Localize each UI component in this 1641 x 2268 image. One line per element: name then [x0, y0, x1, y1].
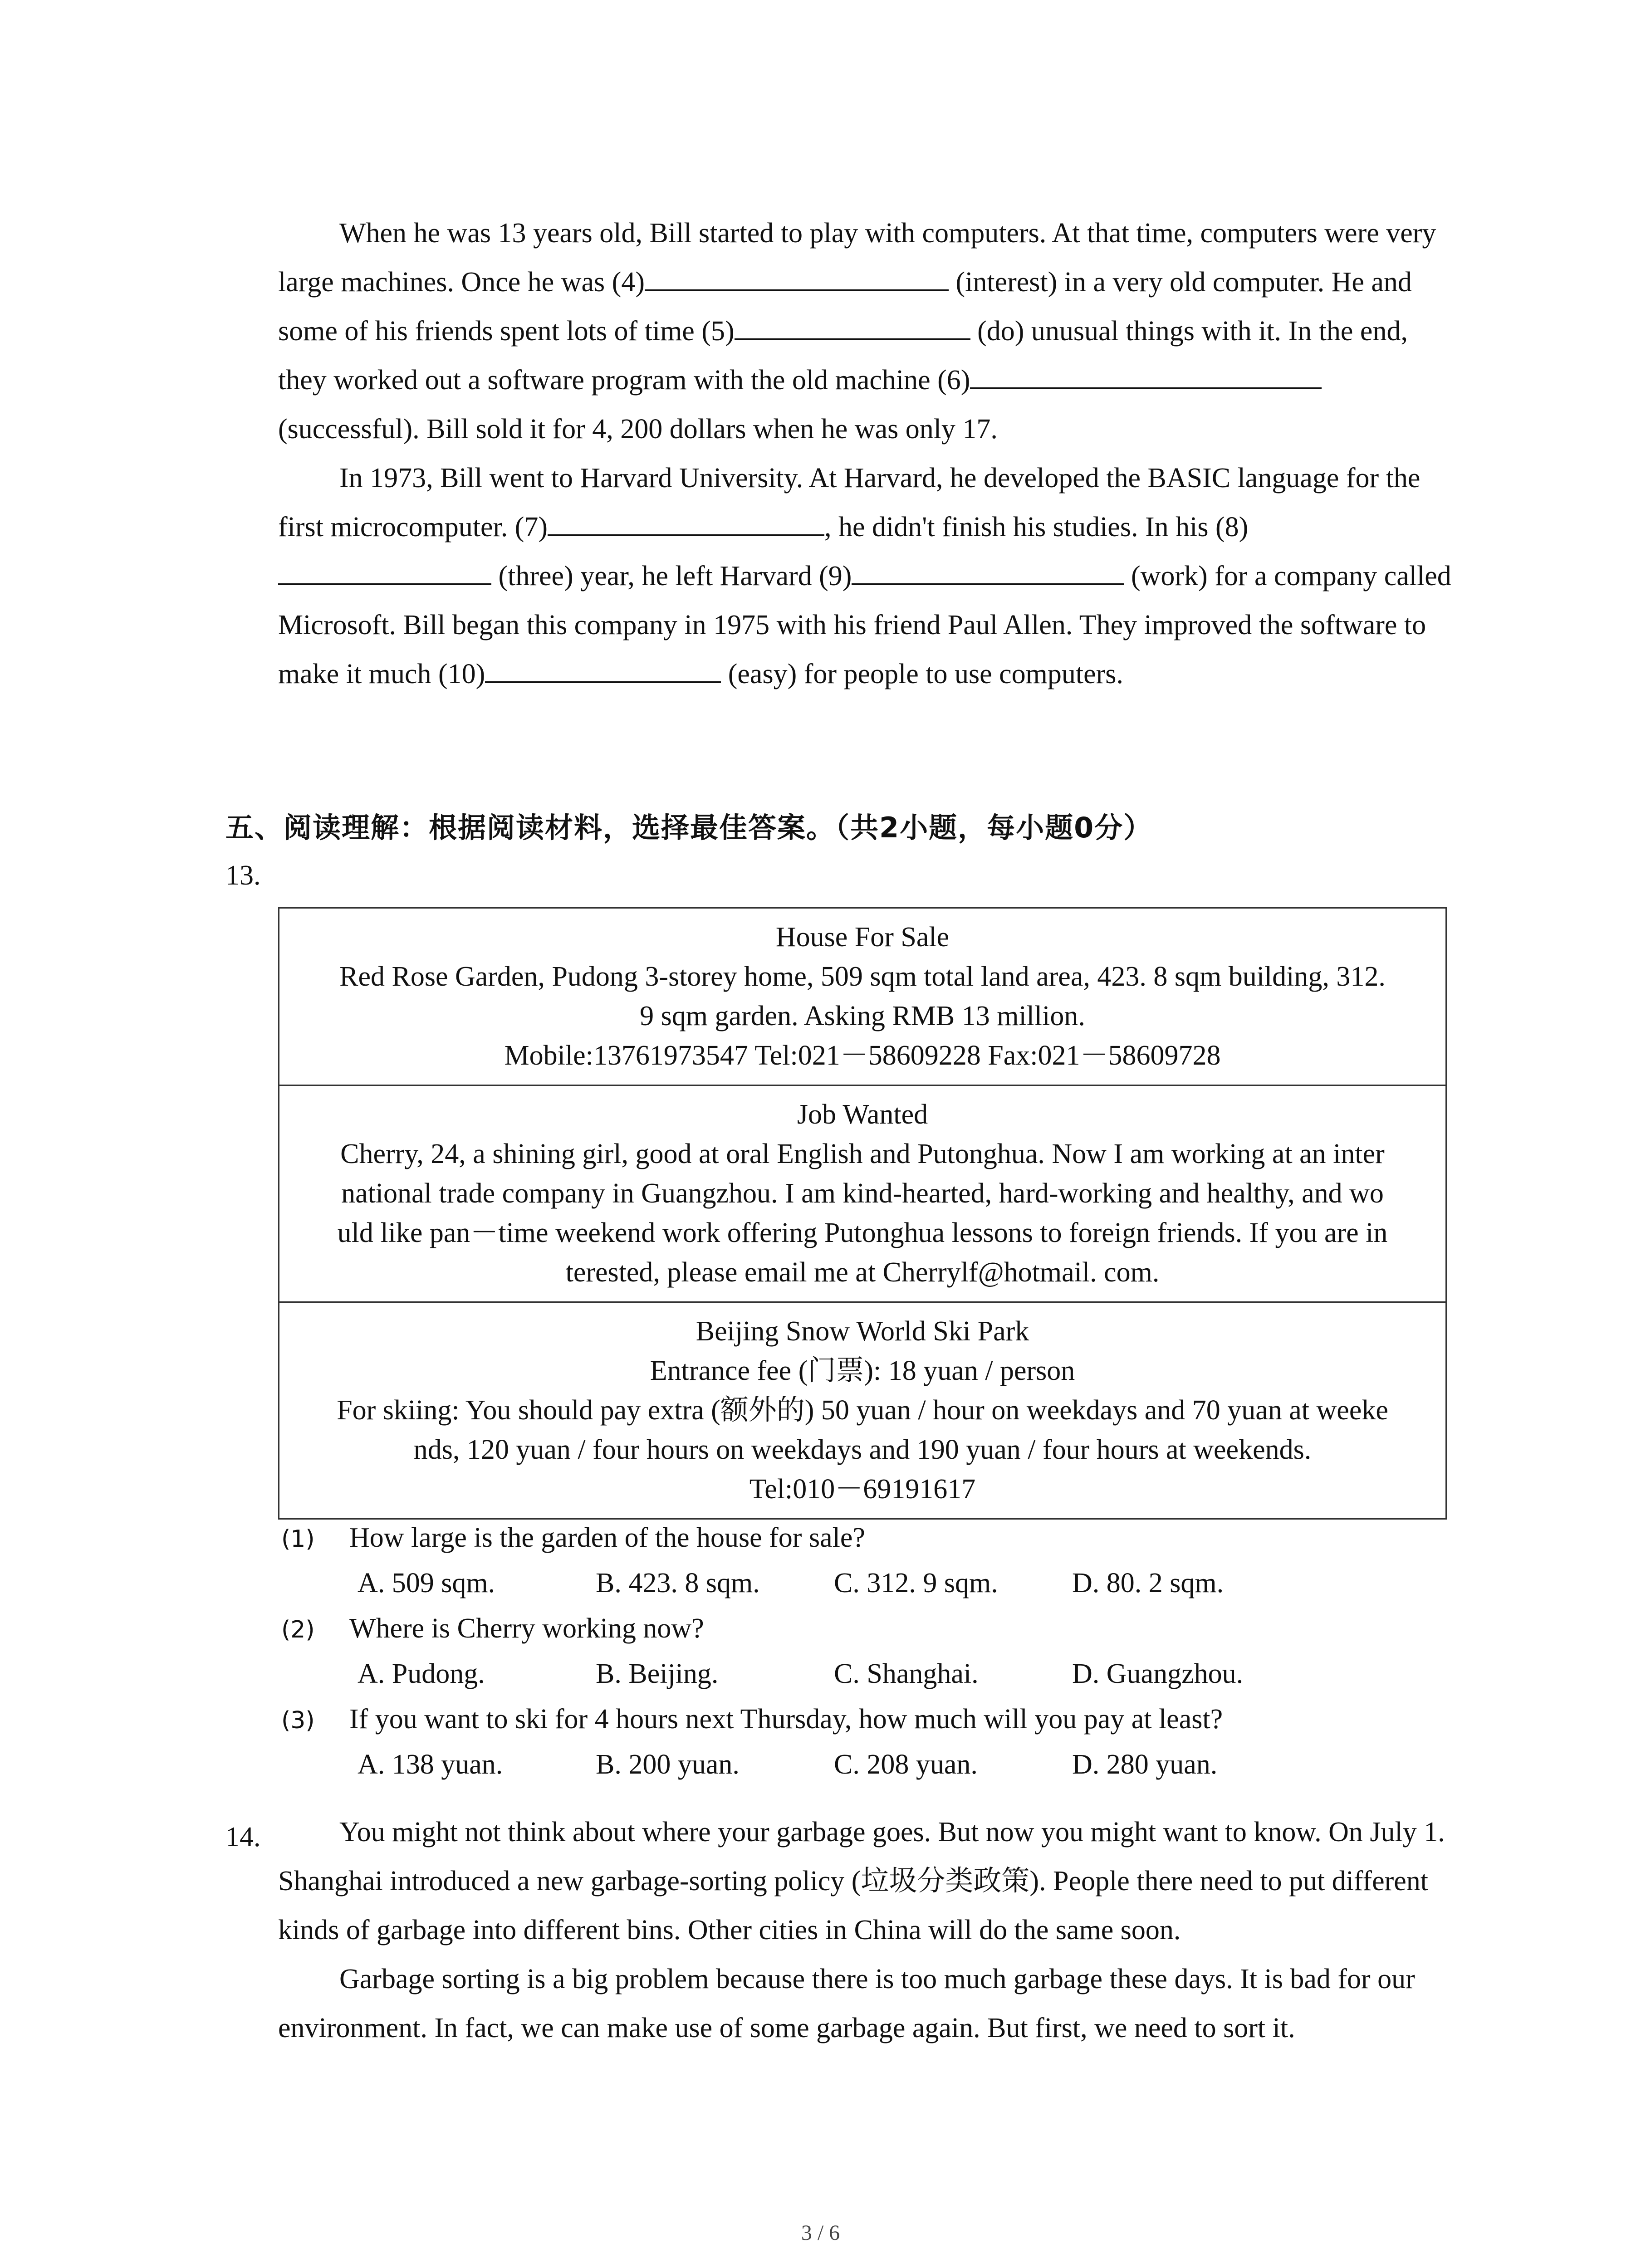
- q14-paragraph-2: Garbage sorting is a big problem because there is too much garbage these days. It is bad for our environment. In fact, we can make use of some garbage again. But first, we need to sort it.: [278, 1964, 1415, 2043]
- option-d[interactable]: D. 80. 2 sqm.: [1072, 1568, 1224, 1598]
- ad-line: nds, 120 yuan / four hours on weekdays and 190 yuan / four hours at weekends.: [413, 1434, 1312, 1465]
- option-d[interactable]: D. 280 yuan.: [1072, 1749, 1218, 1780]
- blank-5[interactable]: [735, 315, 970, 340]
- option-b[interactable]: B. 423. 8 sqm.: [596, 1568, 760, 1598]
- option-c[interactable]: C. Shanghai.: [834, 1658, 979, 1689]
- subquestion-1-options: [358, 1567, 1310, 1599]
- passage-bill-gates: [278, 209, 1453, 699]
- option-c[interactable]: C. 208 yuan.: [834, 1749, 978, 1780]
- q14-paragraph-1: You might not think about where your garbage goes. But now you might want to know. On July 1. Shanghai introduced a new garbage-sorting policy (垃圾分类政策). People there need to put different kinds of garbage into different bins. Other cities in China will do the same soon.: [278, 1817, 1445, 1945]
- ad-line: Red Rose Garden, Pudong 3-storey home, 509 sqm total land area, 423. 8 sqm building, 312.: [339, 961, 1386, 992]
- ad-line: 9 sqm garden. Asking RMB 13 million.: [640, 1001, 1085, 1031]
- ads-table: [278, 907, 1447, 1520]
- question-14-number: 14.: [225, 1822, 261, 1853]
- ad-line: Entrance fee (门票): 18 yuan / person: [650, 1355, 1075, 1386]
- subquestion-2-options: [358, 1658, 1310, 1690]
- subquestion-text: Where is Cherry working now?: [349, 1613, 704, 1644]
- page-number: 3 / 6: [801, 2221, 840, 2245]
- subquestion-3-options: [358, 1749, 1310, 1781]
- blank-10[interactable]: [485, 658, 721, 683]
- option-b[interactable]: B. Beijing.: [596, 1658, 719, 1689]
- option-a[interactable]: A. Pudong.: [358, 1658, 485, 1689]
- ad-title: Job Wanted: [797, 1099, 928, 1130]
- ad-line: Mobile:13761973547 Tel:021－58609228 Fax:021－58609728: [504, 1040, 1221, 1071]
- blank-4[interactable]: [645, 266, 949, 291]
- option-c[interactable]: C. 312. 9 sqm.: [834, 1568, 998, 1598]
- subquestion-number: (2): [281, 1616, 315, 1643]
- passage-paragraph-1: When he was 13 years old, Bill started to play with computers. At that time, computers were very large machines. Once he was (4) (interest) in a very old computer. He and some of his friends spent lots of time (5) (do) unusual things with it. In the end, they worked out a software program with the old machine (6) (successful). Bill sold it for 4, 200 dollars when he was only 17.: [278, 218, 1436, 445]
- passage-paragraph-2: In 1973, Bill went to Harvard University. At Harvard, he developed the BASIC language for the first microcomputer. (7) , he didn't finish his studies. In his (8) (three) year, he left Harvard (9) (work) for a company called Microsoft. Bill began this company in 1975 with his friend Paul Allen. They improved the software to make it much (10) (easy) for people to use computers.: [278, 463, 1451, 689]
- subquestion-number: (3): [281, 1707, 315, 1734]
- passage-garbage-sorting: [278, 1808, 1453, 2053]
- option-a[interactable]: A. 509 sqm.: [358, 1568, 495, 1598]
- ad-line: Cherry, 24, a shining girl, good at oral English and Putonghua. Now I am working at an inter: [340, 1139, 1385, 1169]
- section-heading: 五、阅读理解：根据阅读材料，选择最佳答案。（共2小题，每小题0分）: [225, 811, 1153, 844]
- blank-9[interactable]: [852, 560, 1124, 585]
- option-d[interactable]: D. Guangzhou.: [1072, 1658, 1244, 1689]
- ad-line: national trade company in Guangzhou. I am kind-hearted, hard-working and healthy, and wo: [341, 1178, 1384, 1209]
- subquestion-2: [281, 1613, 704, 1645]
- option-a[interactable]: A. 138 yuan.: [358, 1749, 503, 1780]
- ad-title: House For Sale: [775, 922, 950, 953]
- ad-line: uld like pan－time weekend work offering Putonghua lessons to foreign friends. If you are in: [337, 1217, 1388, 1248]
- ad-line: terested, please email me at Cherrylf@hotmail. com.: [565, 1257, 1160, 1288]
- subquestion-text: How large is the garden of the house for sale?: [349, 1522, 865, 1553]
- subquestion-number: (1): [281, 1525, 315, 1553]
- ad-ski-park: [279, 1301, 1445, 1518]
- ad-title: Beijing Snow World Ski Park: [696, 1316, 1029, 1347]
- subquestion-text: If you want to ski for 4 hours next Thursday, how much will you pay at least?: [349, 1704, 1223, 1735]
- ad-line: Tel:010－69191617: [749, 1474, 976, 1505]
- subquestion-1: [281, 1522, 865, 1554]
- ad-line: For skiing: You should pay extra (额外的) 50 yuan / hour on weekdays and 70 yuan at weeke: [337, 1395, 1388, 1426]
- option-b[interactable]: B. 200 yuan.: [596, 1749, 740, 1780]
- subquestion-3: [281, 1703, 1223, 1735]
- blank-7[interactable]: [548, 511, 824, 536]
- question-13-number: 13.: [225, 860, 261, 891]
- blank-8[interactable]: [278, 560, 491, 585]
- blank-6[interactable]: [970, 364, 1322, 389]
- ad-job-wanted: [279, 1085, 1445, 1301]
- ad-house-for-sale: [279, 909, 1445, 1085]
